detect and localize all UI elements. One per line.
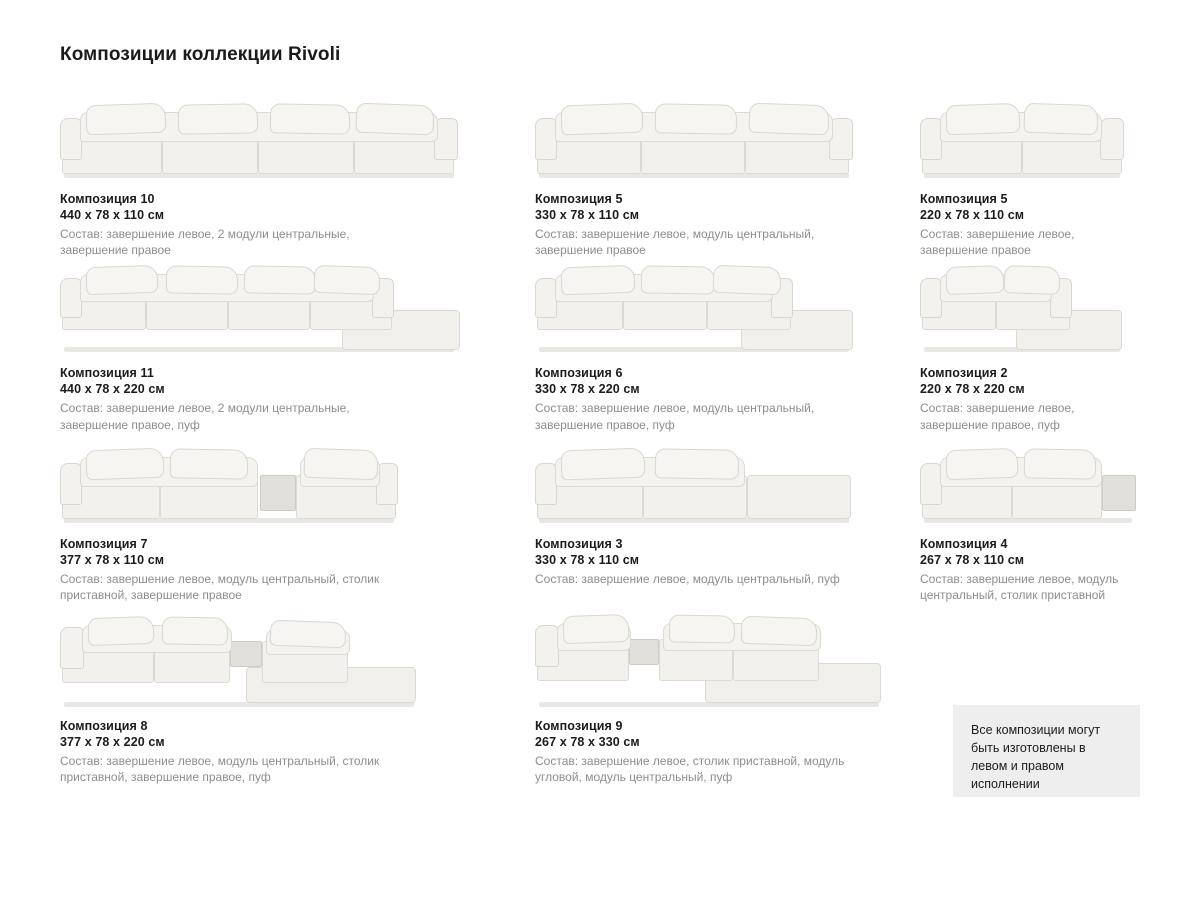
item-description: Состав: завершение левое, 2 модули центральные, завершение правое, пуф: [60, 401, 350, 432]
item-title: Композиция 5: [920, 192, 1008, 206]
item-title: Композиция 5: [535, 192, 623, 206]
item-dimensions: 267 x 78 x 110 см: [920, 552, 1025, 567]
sofa-illustration: [535, 433, 906, 529]
note-box: [953, 705, 1140, 797]
sofa-illustration: [60, 88, 521, 184]
item-title: Композиция 8: [60, 719, 148, 734]
item-description: Состав: завершение левое, модуль центральный, столик приставной, завершение правое: [60, 571, 380, 602]
item-title: Композиция 2: [920, 366, 1008, 381]
composition-card[interactable]: [535, 88, 920, 258]
item-description: Состав: завершение левое, завершение правое: [920, 227, 1075, 258]
item-description: Состав: завершение левое, завершение правое, пуф: [920, 401, 1075, 432]
item-title: Композиция 11: [60, 366, 154, 381]
page-title: Композиции коллекции Rivoli: [60, 44, 341, 65]
composition-grid: [60, 88, 1140, 786]
composition-card[interactable]: [60, 603, 535, 785]
sofa-illustration: [60, 258, 521, 358]
item-dimensions: 330 x 78 x 110 см: [535, 208, 640, 222]
item-description: Состав: завершение левое, модуль центральный, завершение правое, пуф: [535, 401, 815, 432]
item-dimensions: 330 x 78 x 110 см: [535, 552, 640, 567]
item-description: Состав: завершение левое, модуль центральный, столик приставной: [920, 571, 1119, 602]
sofa-illustration: [920, 88, 1136, 184]
sofa-illustration: [60, 433, 521, 529]
sofa-illustration: [60, 603, 521, 711]
composition-card[interactable]: [920, 88, 1150, 258]
sofa-illustration: [920, 258, 1136, 358]
item-dimensions: 377 x 78 x 220 см: [60, 735, 165, 750]
item-dimensions: 330 x 78 x 220 см: [535, 382, 640, 397]
sofa-illustration: [535, 88, 906, 184]
item-description: Состав: завершение левое, 2 модули центральные, завершение правое: [60, 227, 350, 258]
sofa-illustration: [920, 433, 1136, 529]
item-title: Композиция 4: [920, 536, 1008, 551]
composition-card[interactable]: [60, 88, 535, 258]
composition-card[interactable]: [920, 433, 1150, 603]
composition-card[interactable]: [920, 258, 1150, 432]
note-text: Все композиции могут быть изготовлены в левом и правом исполнении: [971, 723, 1101, 792]
item-dimensions: 220 x 78 x 110 см: [920, 208, 1025, 222]
item-description: Состав: завершение левое, модуль центральный, пуф: [535, 571, 840, 586]
sofa-illustration: [535, 258, 906, 358]
item-dimensions: 220 x 78 x 220 см: [920, 382, 1025, 397]
composition-card[interactable]: [535, 433, 920, 603]
composition-card[interactable]: [535, 258, 920, 432]
item-dimensions: 440 x 78 x 220 см: [60, 382, 165, 397]
item-title: Композиция 3: [535, 536, 623, 551]
item-title: Композиция 10: [60, 192, 155, 206]
item-description: Состав: завершение левое, модуль центральный, завершение правое: [535, 227, 815, 258]
item-dimensions: 377 x 78 x 110 см: [60, 552, 165, 567]
item-dimensions: 440 x 78 x 110 см: [60, 208, 165, 222]
item-dimensions: 267 x 78 x 330 см: [535, 735, 640, 750]
item-title: Композиция 9: [535, 719, 623, 734]
composition-card[interactable]: [60, 258, 535, 432]
composition-card[interactable]: [60, 433, 535, 603]
item-description: Состав: завершение левое, столик приставной, модуль угловой, модуль центральный, пуф: [535, 754, 845, 785]
composition-card[interactable]: [535, 603, 920, 785]
item-title: Композиция 6: [535, 366, 623, 381]
item-title: Композиция 7: [60, 536, 148, 551]
item-description: Состав: завершение левое, модуль центральный, столик приставной, завершение правое, пуф: [60, 754, 380, 785]
sofa-illustration: [535, 603, 906, 711]
